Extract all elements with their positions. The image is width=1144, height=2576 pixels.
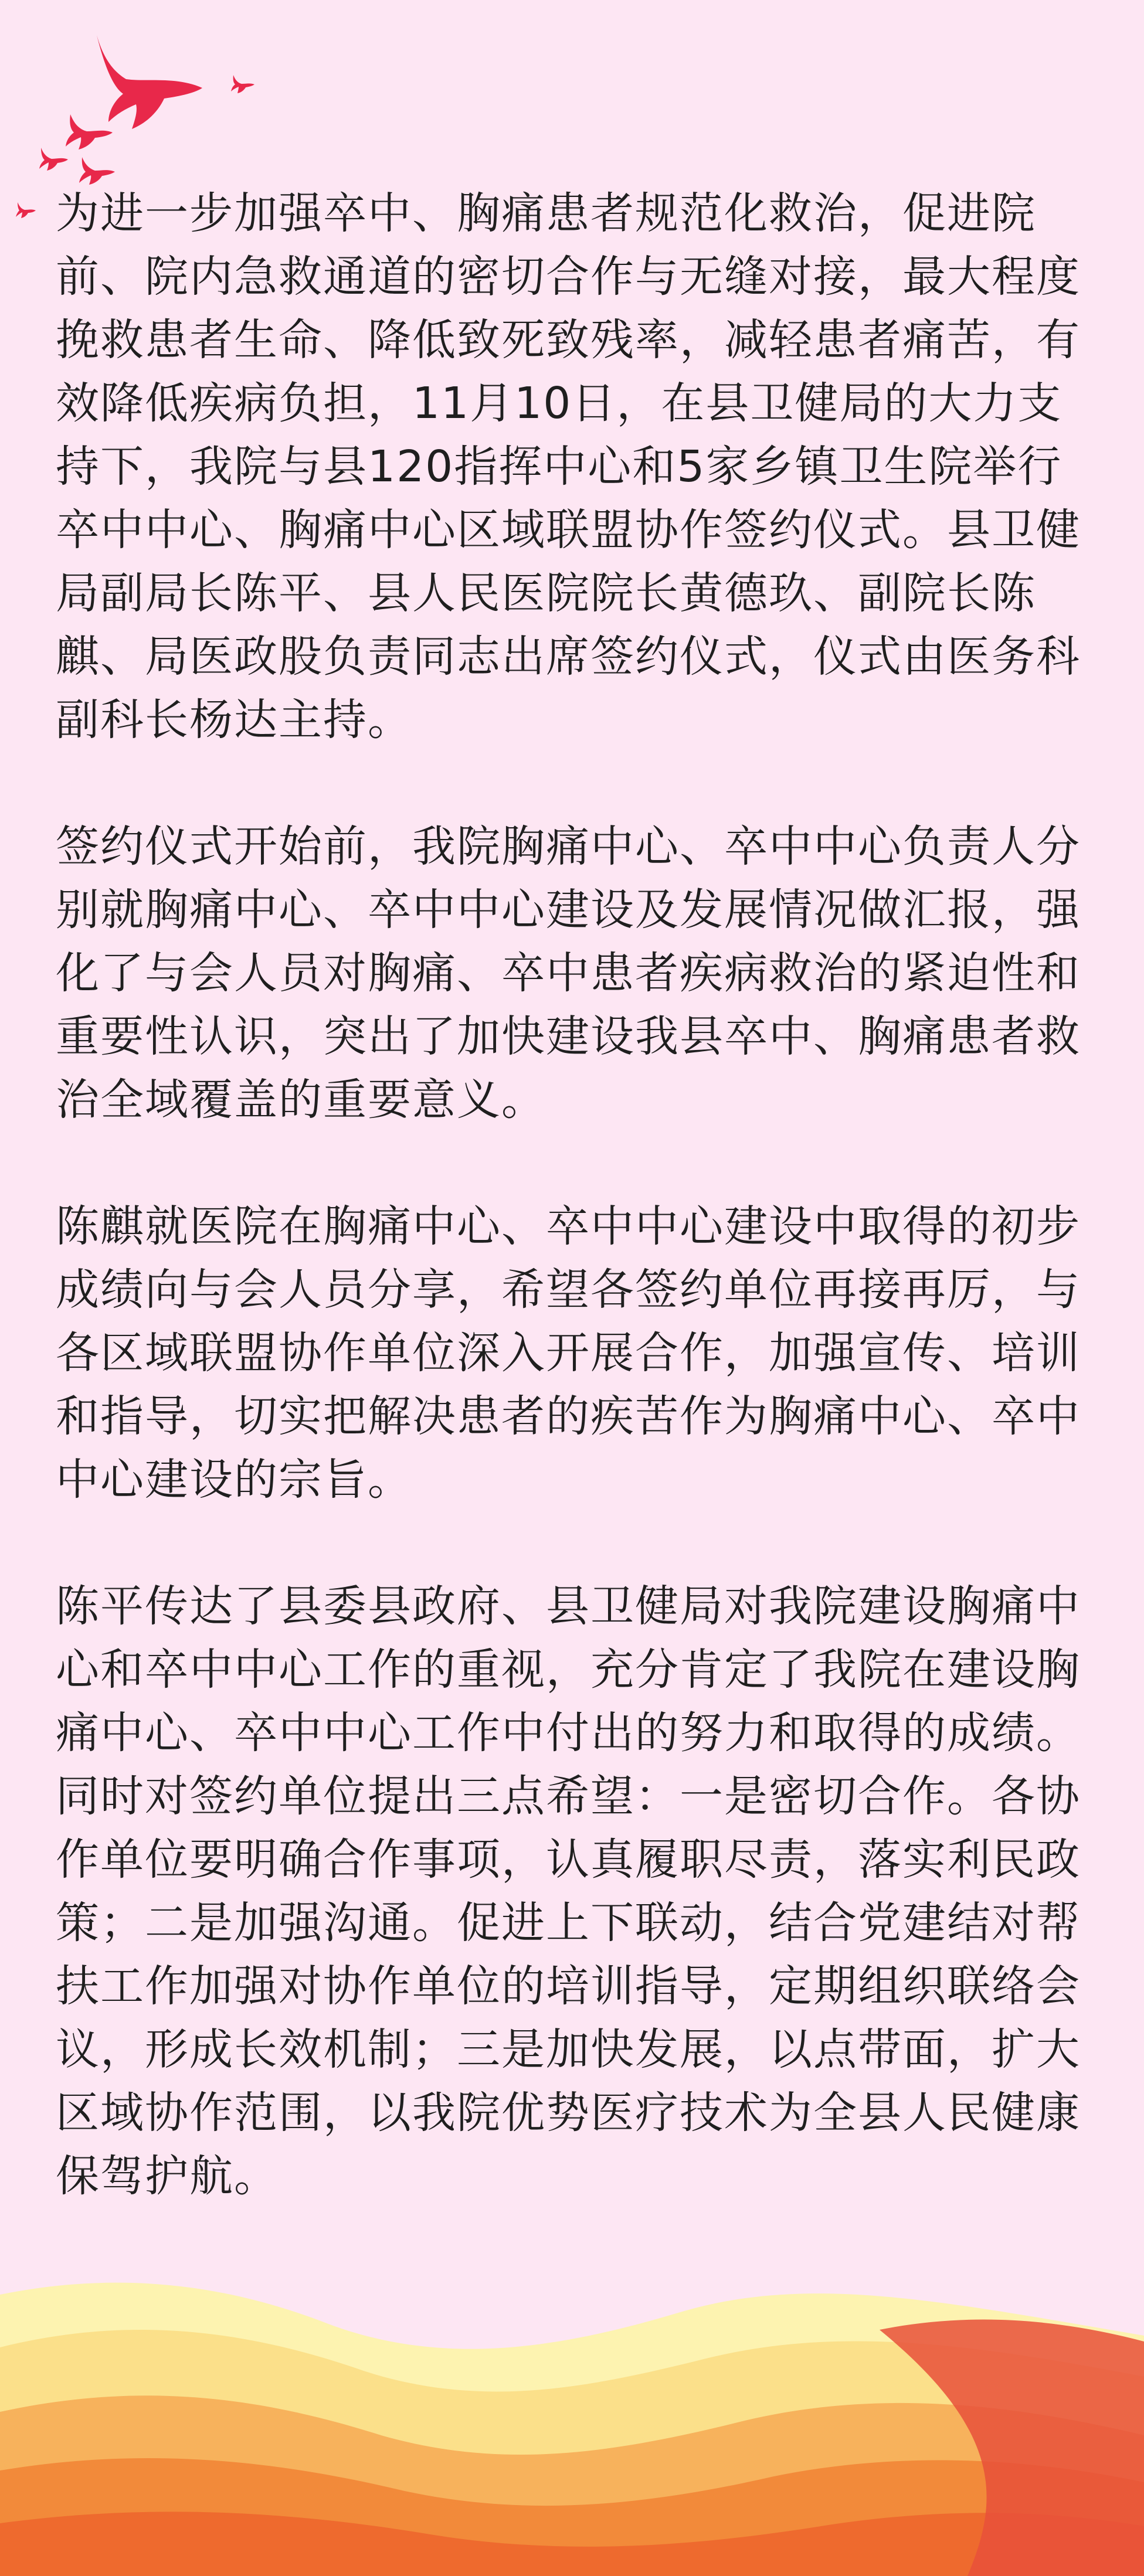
dove-icon: [39, 148, 68, 171]
article-paragraph: 签约仪式开始前，我院胸痛中心、卒中中心负责人分别就胸痛中心、卒中中心建设及发展情况做汇报，强化了与会人员对胸痛、卒中患者疾病救治的紧迫性和重要性认识，突出了加快建设我县卒中、胸痛患者救治全域覆盖的重要意义。: [56, 821, 1081, 1125]
article-body: [56, 182, 1088, 2271]
dove-icon: [97, 35, 202, 129]
dove-icon: [16, 202, 36, 218]
dove-icon: [79, 157, 115, 185]
dove-icon: [231, 75, 254, 93]
bottom-wave-decoration: [0, 2259, 1144, 2576]
article-paragraph: 陈麒就医院在胸痛中心、卒中中心建设中取得的初步成绩向与会人员分享，希望各签约单位再接再厉，与各区域联盟协作单位深入开展合作，加强宣传、培训和指导，切实把解决患者的疾苦作为胸痛中心、卒中中心建设的宗旨。: [56, 1201, 1081, 1505]
dove-icon: [66, 114, 113, 149]
article-paragraph: 陈平传达了县委县政府、县卫健局对我院建设胸痛中心和卒中中心工作的重视，充分肯定了我院在建设胸痛中心、卒中中心工作中付出的努力和取得的成绩。同时对签约单位提出三点希望：一是密切合作。各协作单位要明确合作事项，认真履职尽责，落实利民政策；二是加强沟通。促进上下联动，结合党建结对帮扶工作加强对协作单位的培训指导，定期组织联络会议，形成长效机制；三是加快发展，以点带面，扩大区域协作范围，以我院优势医疗技术为全县人民健康保驾护航。: [56, 1581, 1081, 2201]
article-paragraph: 为进一步加强卒中、胸痛患者规范化救治，促进院前、院内急救通道的密切合作与无缝对接，最大程度挽救患者生命、降低致死致残率，减轻患者痛苦，有效降低疾病负担，11月10日，在县卫健局的大力支持下，我院与县120指挥中心和5家乡镇卫生院举行卒中中心、胸痛中心区域联盟协作签约仪式。县卫健局副局长陈平、县人民医院院长黄德玖、副院长陈麒、局医政股负责同志出席签约仪式，仪式由医务科副科长杨达主持。: [56, 188, 1081, 745]
